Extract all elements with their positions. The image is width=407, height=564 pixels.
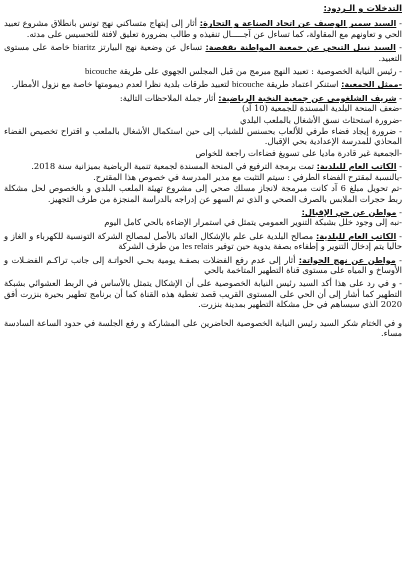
dash-marker: -: [396, 161, 402, 172]
dash-marker: -: [395, 254, 402, 265]
dash-marker: -: [396, 92, 402, 103]
speaker-name: الكاتب العام للبلدية:: [316, 230, 397, 241]
speaker-name: مواطن عن حي الإقبال:: [301, 206, 397, 217]
intervention-iqbal-citizen: [4, 207, 402, 228]
reply-special-delegation-president: [4, 66, 402, 76]
speaker-name: السيد سمير الوصيف عن اتحاد الصناعة و التجارة:: [199, 18, 397, 29]
relais-latin: les relais: [182, 241, 214, 252]
intervention-text: أثار جملة الملاحظات التالية:: [119, 92, 219, 103]
street-name-latin: biaritz: [72, 42, 96, 53]
intervention-text: تساءل عن وضعية نهج البيارتز: [95, 42, 206, 53]
intervention-citizenship-association: [4, 42, 402, 63]
intervention-text: استنكر اعتماد طريقة: [263, 79, 342, 90]
reply-text: - و في رد على هذا أكد السيد رئيس النيابة الخصوصية على أن الإشكال يتمثل بالأساس في الربط العشوائي بشبكة التطهير كما أشار إلى أن الحي على المستوى القريب قصد تغطية هذه القناة كما أن برنامج تطهير بحيرة بنزرت أفق 2020 الذي سيساهم في حل مشكلة التطهير بمدينة بنزرت.: [4, 278, 402, 310]
intervention-commerce-union: [4, 18, 402, 39]
speaker-name: شريف الشلغومي عن جمعية النخبة الرياضية:: [218, 92, 397, 103]
reply-president-sanitation: [4, 278, 402, 309]
list-item: -تم تحويل مبلغ 6 آد كانت مبرمجة لانجاز مسلك صحي إلى مشروع تهيئة الملعب البلدي و بالخصوص لحل مشكلة ربط حجرات الملابس بالصرف الصحي و الذي تم السهو عن إدراجه بالدراسة المنجزة من طرف التجهيز.: [4, 183, 402, 204]
speaker-name: -ممثل الجمعية:: [341, 79, 402, 90]
intervention-text: لتعبيد طرقات بلدية نظرا لعدم ديمومتها خاصة مع نزول الأمطار.: [11, 79, 232, 90]
closing-paragraph: و في الختام شكر السيد رئيس النيابة الخصوصية الحاضرين على المشاركة و رفع الجلسة في حدود الساعة السادسة مساء.: [4, 317, 402, 338]
dash-marker: -: [395, 42, 402, 53]
reply-text: من طرف الشركة: [118, 241, 183, 252]
speaker-name: السيد نبيل التيجي عن جمعية المواطنة بقفصة:: [205, 42, 396, 53]
speaker-name: الكاتب العام للبلدية:: [316, 161, 397, 172]
reply-secretary-general: [4, 161, 402, 204]
reply-text: - رئيس النيابة الخصوصية : تعبيد النهج مبرمج من قبل المجلس الجهوي على طريقة: [116, 66, 402, 77]
section-heading: التدخلات و الـردود:: [323, 4, 402, 14]
intervention-sports-association: [4, 93, 402, 158]
list-item: -ضرورة استحثاث نسق الأشغال بالملعب البلدي: [239, 114, 402, 125]
list-item: - ضرورة إيجاد فضاء طرفي للألعاب بحسنس للشباب إلى حين استكمال الأشغال بالملعب و اقتراح تخصيص الفضاء المحاذي للمدرسة الإعدادية بحي الإقبال.: [4, 126, 402, 147]
intervention-text: أثار إلى عدم رفع الفضلات بصفـة يومية بحـي الحواتـة إلى جانب تراكـم الفضـلات و الأوساخ و المياه على مستوى قناة التطهير المتاخمة بالحي: [4, 254, 402, 275]
list-item: -ضعف المنحة البلدية المسندة للجمعية (10 آد): [242, 103, 402, 114]
reply-text: تمت برمجة الترفيع في المنحة المسندة لجمعية تنمية الرياضية بميزانية سنة 2018.: [31, 161, 317, 172]
intervention-hawata-citizen: [4, 255, 402, 276]
speaker-name: مواطن عن نهج الحواتة:: [298, 254, 396, 265]
dash-marker: -: [396, 230, 402, 241]
list-item: -نبه إلى وجود خلل بشبكة التنوير العمومي يتمثل في استمرار الإضاءة بالحي كامل اليوم: [104, 217, 402, 228]
reply-text: مصالح البلدية على علم بالإشكال العائد بالأصل لمصالح الشركة التونسية للكهرباء و الغاز و حاليا يتم إدخال التنوير و إطفاءه بصفة يدوية حين توفير: [4, 230, 402, 252]
dash-marker: -: [396, 18, 402, 29]
intervention-text: أثار إلى إبتهاج متساكني نهج تونس بانطلاق مشروع تعبيد الحي و تعاونهم مع المقاولة، كما تساءل عن آجـــــال تنفيذه و طالب بضرورة تعليق لافتة للتحسيس على مدته.: [4, 18, 402, 39]
method-name-latin: bicouche: [231, 79, 264, 90]
dash-marker: -: [396, 206, 402, 217]
list-item: -الجمعية غير قادرة ماديا على تسويغ فضاءات راجعة للخواص: [195, 147, 402, 158]
method-name-latin: bicouche: [85, 66, 117, 77]
reply-secretary-general-lighting: [4, 231, 402, 252]
intervention-association-representative: [4, 79, 402, 89]
list-item: -بالنسبة لمقترح الفضاء الطرفي : سيتم التثبت مع مدير المدرسة في خصوص هذا المقترح.: [93, 171, 402, 182]
intervention-text: خاصة على مستوى التعبيد.: [4, 42, 402, 63]
